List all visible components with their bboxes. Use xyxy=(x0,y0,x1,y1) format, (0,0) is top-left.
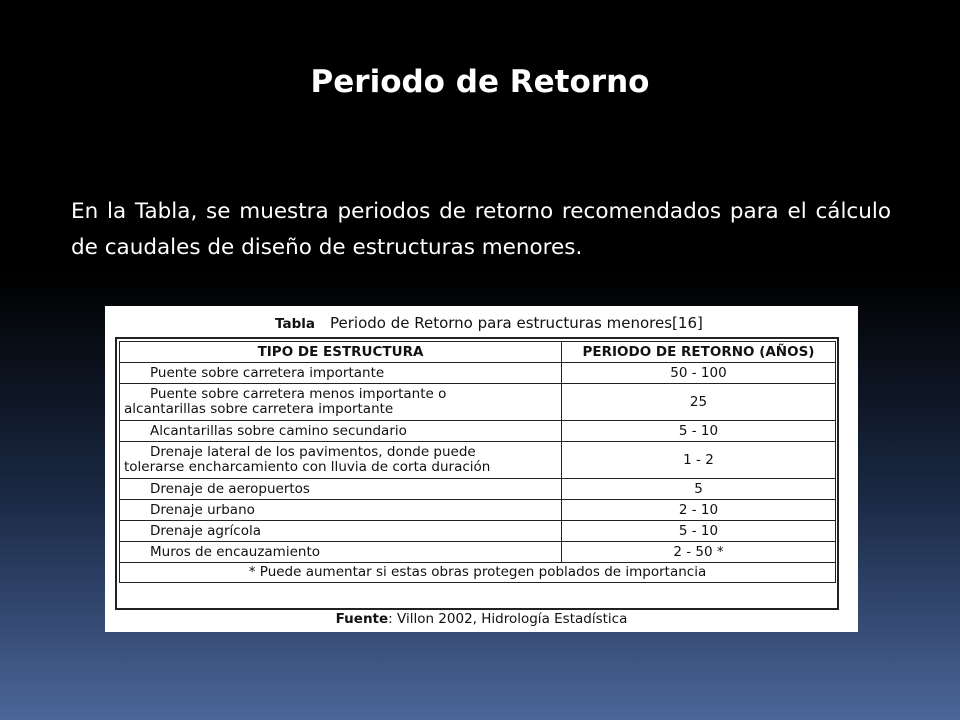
return-period-cell: 25 xyxy=(562,384,836,421)
table-frame xyxy=(115,337,839,610)
table-row xyxy=(120,442,836,479)
return-period-cell: 5 - 10 xyxy=(562,521,836,542)
structure-type-line: alcantarillas sobre carretera importante xyxy=(124,401,394,417)
header-return-period: PERIODO DE RETORNO (AÑOS) xyxy=(562,342,836,363)
structure-type-cell xyxy=(120,542,562,563)
structure-type-line: Drenaje lateral de los pavimentos, donde puede xyxy=(150,444,476,460)
return-period-cell: 2 - 50 * xyxy=(562,542,836,563)
return-period-cell: 2 - 10 xyxy=(562,500,836,521)
structure-type-cell xyxy=(120,363,562,384)
table-row xyxy=(120,363,836,384)
table-note: * Puede aumentar si estas obras protegen poblados de importancia xyxy=(120,563,836,583)
structure-type-cell xyxy=(120,521,562,542)
table-caption-text: Periodo de Retorno para estructuras menores[16] xyxy=(330,314,703,332)
structure-type-cell xyxy=(120,479,562,500)
return-period-cell: 1 - 2 xyxy=(562,442,836,479)
structure-type-line: Muros de encauzamiento xyxy=(150,543,320,560)
table-row xyxy=(120,421,836,442)
return-period-table-figure xyxy=(105,306,858,632)
structure-type-line: Puente sobre carretera importante xyxy=(150,364,385,381)
structure-type-line: Drenaje agrícola xyxy=(150,522,261,539)
structure-type-line: Drenaje urbano xyxy=(150,501,255,518)
return-period-cell: 5 xyxy=(562,479,836,500)
return-period-cell: 50 - 100 xyxy=(562,363,836,384)
return-period-table xyxy=(119,341,836,583)
slide-body-text: En la Tabla, se muestra periodos de retorno recomendados para el cálculo de caudales de diseño de estructuras menores. xyxy=(71,199,891,260)
table-row xyxy=(120,521,836,542)
table-row xyxy=(120,500,836,521)
structure-type-line: Puente sobre carretera menos importante o xyxy=(150,386,447,402)
structure-type-line: tolerarse encharcamiento con lluvia de corta duración xyxy=(124,459,491,475)
table-source xyxy=(105,611,858,627)
slide-title: Periodo de Retorno xyxy=(310,64,650,100)
table-row xyxy=(120,384,836,421)
source-label: Fuente xyxy=(335,611,389,627)
structure-type-cell xyxy=(120,421,562,442)
table-row xyxy=(120,479,836,500)
structure-type-cell xyxy=(120,500,562,521)
table-note-row xyxy=(120,563,836,583)
table-header-row xyxy=(120,342,836,363)
structure-type-line: Alcantarillas sobre camino secundario xyxy=(150,422,407,439)
table-caption-label: Tabla xyxy=(275,316,315,332)
structure-type-cell xyxy=(120,384,562,421)
source-text: : Villon 2002, Hidrología Estadística xyxy=(388,611,628,627)
table-row xyxy=(120,542,836,563)
return-period-cell: 5 - 10 xyxy=(562,421,836,442)
header-structure-type: TIPO DE ESTRUCTURA xyxy=(120,342,562,363)
table-caption xyxy=(105,314,858,334)
structure-type-line: Drenaje de aeropuertos xyxy=(150,480,310,497)
structure-type-cell xyxy=(120,442,562,479)
